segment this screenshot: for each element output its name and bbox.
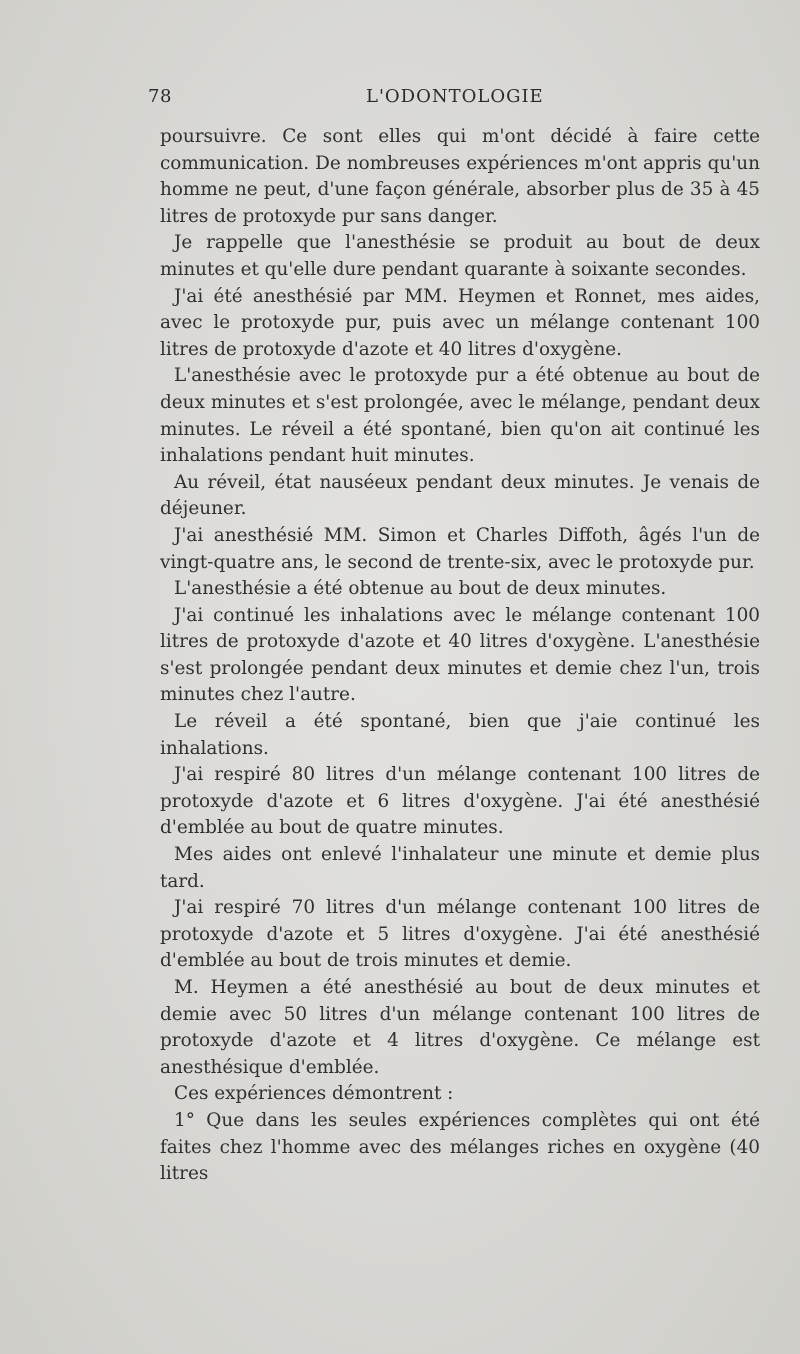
paragraph: Ces expériences démontrent : xyxy=(174,1083,454,1105)
journal-title: L'ODONTOLOGIE xyxy=(366,86,544,107)
paragraph: L'anesthésie a été obtenue au bout de deux minutes. xyxy=(174,578,667,600)
paragraph: J'ai été anesthésié par MM. Heymen et Ronnet, mes aides, avec le protoxyde pur, puis avec un mélange contenant 100 litres de protoxyde d'azote et 40 litres d'oxygène. xyxy=(160,285,760,360)
paragraph: Au réveil, état nauséeux pendant deux minutes. Je venais de déjeuner. xyxy=(160,471,760,520)
body-text xyxy=(160,124,760,1188)
paragraph: J'ai anesthésié MM. Simon et Charles Diffoth, âgés l'un de vingt-quatre ans, le second de trente-six, avec le protoxyde pur. xyxy=(160,524,760,573)
paragraph: J'ai continué les inhalations avec le mélange contenant 100 litres de protoxyde d'azote et 40 litres d'oxygène. L'anesthésie s'est prolongée pendant deux minutes et demie chez l'un, trois minutes chez l'autre. xyxy=(160,604,760,706)
paragraph: Je rappelle que l'anesthésie se produit au bout de deux minutes et qu'elle dure pendant quarante à soixante secondes. xyxy=(160,232,760,280)
paragraph: J'ai respiré 70 litres d'un mélange contenant 100 litres de protoxyde d'azote et 5 litres d'oxygène. J'ai été anesthésié d'emblée au bout de trois minutes et demie. xyxy=(160,897,760,972)
paragraph: Le réveil a été spontané, bien que j'aie continué les inhalations. xyxy=(160,711,760,759)
paragraph: Mes aides ont enlevé l'inhalateur une minute et demie plus tard. xyxy=(160,844,760,892)
paragraph: M. Heymen a été anesthésié au bout de deux minutes et demie avec 50 litres d'un mélange contenant 100 litres de protoxyde d'azote et 4 litres d'oxygène. Ce mélange est anesthésique d'emblée. xyxy=(160,977,760,1078)
paragraph: J'ai respiré 80 litres d'un mélange contenant 100 litres de protoxyde d'azote et 6 litres d'oxygène. J'ai été anesthésié d'emblée au bout de quatre minutes. xyxy=(160,764,760,839)
page-number: 78 xyxy=(148,86,172,107)
paragraph: 1° Que dans les seules expériences complètes qui ont été faites chez l'homme avec des mélanges riches en oxygène (40 litres xyxy=(160,1109,760,1185)
paragraph: L'anesthésie avec le protoxyde pur a été obtenue au bout de deux minutes et s'est prolongée, avec le mélange, pendant deux minutes. Le réveil a été spontané, bien qu'on ait continué les inhalations pendant huit minutes. xyxy=(160,365,760,467)
running-head xyxy=(148,86,758,116)
paragraph: poursuivre. Ce sont elles qui m'ont décidé à faire cette communication. De nombreuses expériences m'ont appris qu'un homme ne peut, d'une façon générale, absorber plus de 35 à 45 litres de protoxyde pur sans danger. xyxy=(160,126,760,227)
